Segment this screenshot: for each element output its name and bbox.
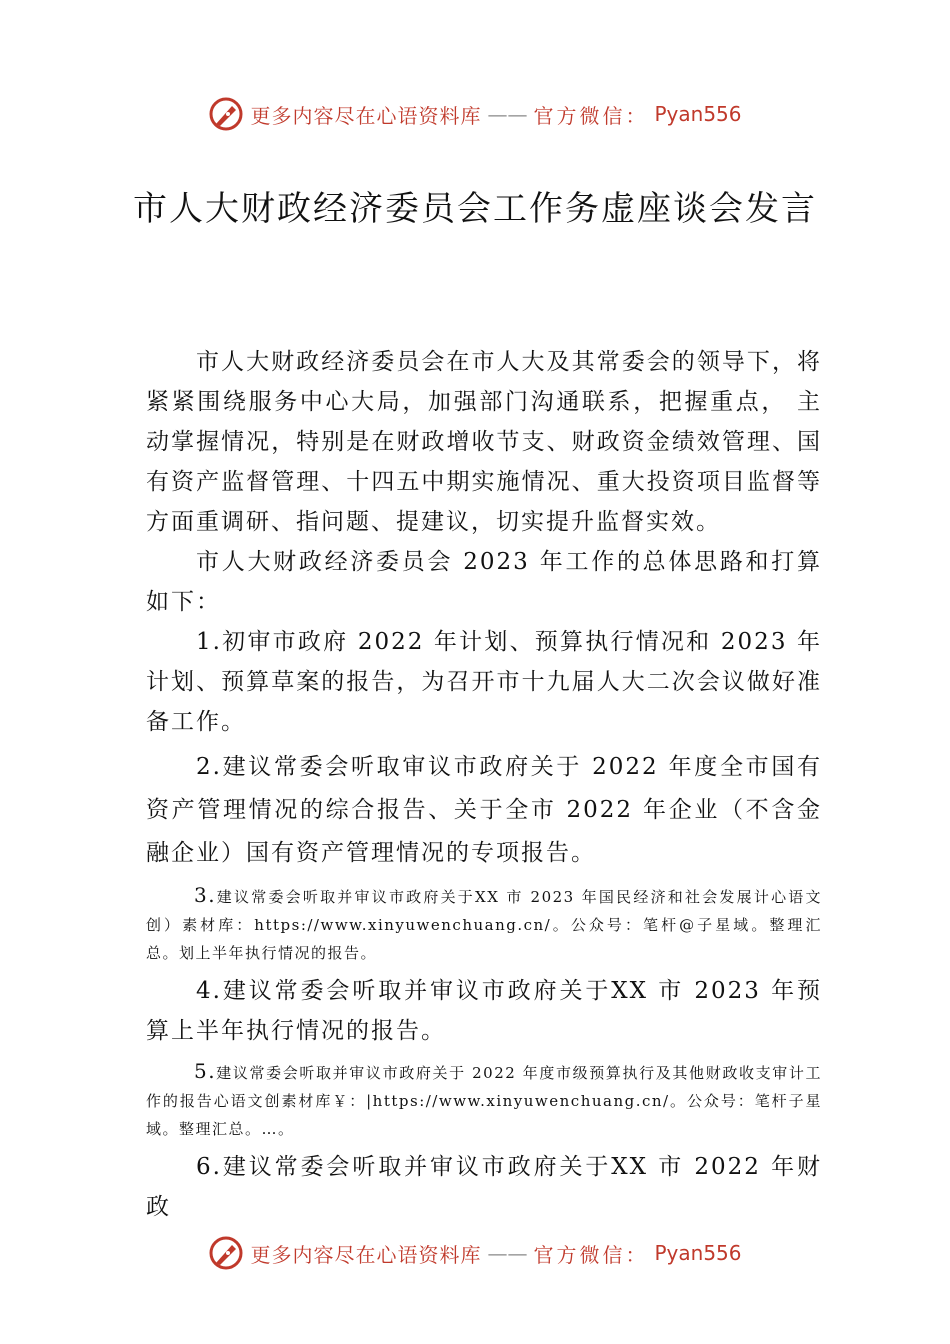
list-item-3-text: 建议常委会听取并审议市政府关于XX 市 2023 年国民经济和社会发展计心语文创）素材库：https://www.xinyuwenchuang.cn/。公众号：笔杆@子星域。整理汇总。划上半年执行情况的报告。 [146,888,822,962]
list-item-3 [146,881,822,967]
banner-wechat-label: 官方微信： [533,1242,649,1267]
banner-wechat-id: Pyan556 [654,1241,742,1265]
pen-nib-logo-icon [208,96,244,132]
banner-wechat-label: 官方微信： [533,103,649,128]
banner-separator: —— [487,1241,528,1265]
page-title: 市人大财政经济委员会工作务虚座谈会发言 [133,189,817,229]
footer-banner [0,1233,950,1273]
banner-text: 更多内容尽在心语资料库 [250,1242,482,1267]
banner-separator: —— [487,102,528,126]
list-item-3-number: 3. [194,883,217,907]
list-item-2: 2.建议常委会听取审议市政府关于 2022 年度全市国有资产管理情况的综合报告、关于全市 2022 年企业（不含金融企业）国有资产管理情况的专项报告。 [146,754,822,866]
list-item-6: 6.建议常委会听取并审议市政府关于XX 市 2022 年财政 [146,1154,822,1220]
list-item-5-text: 建议常委会听取并审议市政府关于 2022 年度市级预算执行及其他财政收支审计工作的报告心语文创素材库￥：|https://www.xinyuwenchuang.cn/。公众号：笔杆子星域。整理汇总。…。 [146,1064,822,1138]
banner-wechat-id: Pyan556 [654,102,742,126]
paragraph-plan-intro: 市人大财政经济委员会 2023 年工作的总体思路和打算如下： [146,549,822,615]
list-item-1: 1.初审市政府 2022 年计划、预算执行情况和 2023 年计划、预算草案的报告，为召开市十九届人大二次会议做好准备工作。 [146,629,822,735]
pen-nib-logo-icon [208,1235,244,1271]
list-item-4: 4.建议常委会听取并审议市政府关于XX 市 2023 年预算上半年执行情况的报告。 [146,978,822,1044]
list-item-5 [146,1057,822,1143]
banner-text: 更多内容尽在心语资料库 [250,103,482,128]
paragraph-intro: 市人大财政经济委员会在市人大及其常委会的领导下，将紧紧围绕服务中心大局，加强部门沟通联系，把握重点， 主动掌握情况，特别是在财政增收节支、财政资金绩效管理、国有资产监督管理、十四五中期实施情况、重大投资项目监督等方面重调研、指问题、提建议，切实提升监督实效。 [146,349,822,535]
header-banner [0,94,950,134]
document-body [146,342,822,1227]
list-item-5-number: 5. [194,1059,217,1083]
